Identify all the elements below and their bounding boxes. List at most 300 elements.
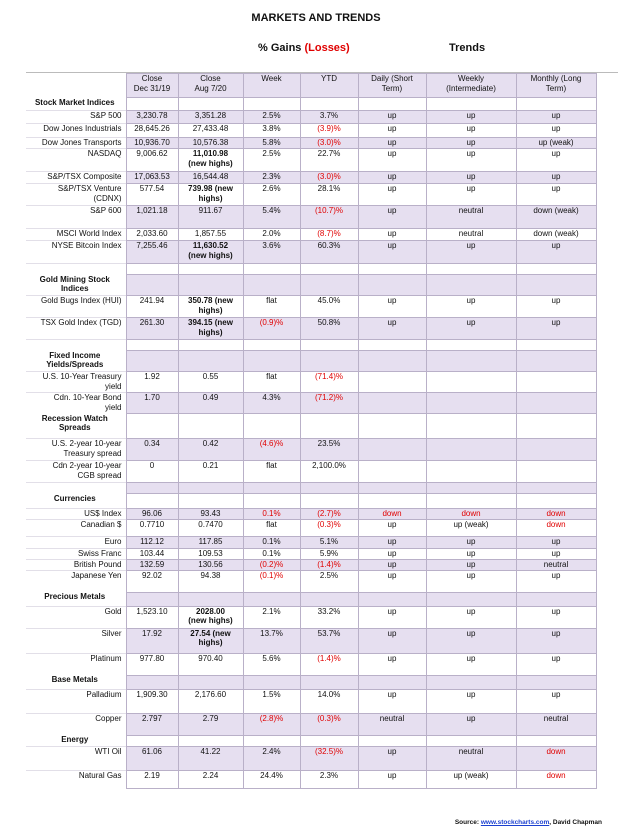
value-cell: 1.70 xyxy=(126,393,178,414)
table-row xyxy=(26,559,596,570)
table-row xyxy=(26,549,596,560)
value-cell: up xyxy=(358,149,426,172)
value-cell xyxy=(126,351,178,372)
column-header: Close Aug 7/20 xyxy=(178,74,243,98)
value-cell: 14.0% xyxy=(300,689,358,713)
value-cell xyxy=(243,351,300,372)
value-cell: up xyxy=(516,184,596,206)
table-row xyxy=(26,689,596,713)
value-cell: up xyxy=(426,559,516,570)
value-cell: 109.53 xyxy=(178,549,243,560)
value-cell: up xyxy=(426,184,516,206)
value-cell: up xyxy=(516,111,596,124)
value-cell xyxy=(426,735,516,746)
value-cell: 3.7% xyxy=(300,111,358,124)
table-row xyxy=(26,713,596,735)
row-label: Platinum xyxy=(26,653,126,675)
value-cell: (1.4)% xyxy=(300,559,358,570)
value-cell: down xyxy=(516,770,596,788)
table-row xyxy=(26,229,596,241)
value-cell: (0.3)% xyxy=(300,520,358,537)
header-blank xyxy=(26,74,126,98)
value-cell xyxy=(426,393,516,414)
value-cell xyxy=(300,414,358,439)
value-cell: 1,021.18 xyxy=(126,206,178,229)
value-cell: 23.5% xyxy=(300,439,358,461)
row-label: US$ Index xyxy=(26,509,126,520)
value-cell: (1.4)% xyxy=(300,653,358,675)
value-cell: 17.92 xyxy=(126,628,178,653)
table-row xyxy=(26,439,596,461)
row-label: Silver xyxy=(26,628,126,653)
value-cell: 3.6% xyxy=(243,241,300,264)
value-cell xyxy=(243,264,300,275)
value-cell: 45.0% xyxy=(300,296,358,318)
value-cell: up xyxy=(426,149,516,172)
table-row xyxy=(26,206,596,229)
spacer-row xyxy=(26,264,596,275)
value-cell xyxy=(426,414,516,439)
table-row xyxy=(26,138,596,149)
value-cell xyxy=(300,351,358,372)
value-cell: 33.2% xyxy=(300,606,358,628)
section-row xyxy=(26,98,596,111)
value-cell: 28.1% xyxy=(300,184,358,206)
value-cell: 9,006.62 xyxy=(126,149,178,172)
value-cell xyxy=(358,393,426,414)
value-cell xyxy=(358,735,426,746)
value-cell: up xyxy=(426,172,516,184)
value-cell: (4.6)% xyxy=(243,439,300,461)
row-label: Dow Jones Industrials xyxy=(26,124,126,138)
value-cell: up xyxy=(358,606,426,628)
section-row xyxy=(26,414,596,439)
value-cell: up xyxy=(426,689,516,713)
value-cell xyxy=(516,439,596,461)
table-row xyxy=(26,628,596,653)
column-header: YTD xyxy=(300,74,358,98)
value-cell xyxy=(126,675,178,689)
row-label: WTI Oil xyxy=(26,746,126,770)
value-cell: 2.24 xyxy=(178,770,243,788)
value-cell: neutral xyxy=(426,229,516,241)
value-cell: (3.0)% xyxy=(300,172,358,184)
value-cell: 2,033.60 xyxy=(126,229,178,241)
value-cell: 53.7% xyxy=(300,628,358,653)
value-cell xyxy=(300,675,358,689)
value-cell xyxy=(243,494,300,509)
value-cell xyxy=(426,592,516,606)
value-cell: 350.78 (new highs) xyxy=(178,296,243,318)
value-cell: 103.44 xyxy=(126,549,178,560)
value-cell: 16,544.48 xyxy=(178,172,243,184)
source-prefix: Source: xyxy=(454,819,481,826)
value-cell: 0.1% xyxy=(243,549,300,560)
value-cell: (3.9)% xyxy=(300,124,358,138)
value-cell: 94.38 xyxy=(178,570,243,592)
value-cell: 0 xyxy=(126,461,178,483)
value-cell xyxy=(426,372,516,393)
value-cell xyxy=(516,372,596,393)
value-cell: 27,433.48 xyxy=(178,124,243,138)
value-cell: down xyxy=(516,509,596,520)
value-cell: up xyxy=(358,537,426,549)
value-cell xyxy=(426,494,516,509)
section-row xyxy=(26,275,596,296)
value-cell: 5.4% xyxy=(243,206,300,229)
value-cell xyxy=(358,264,426,275)
row-label: Palladium xyxy=(26,689,126,713)
value-cell: up xyxy=(358,689,426,713)
source-note xyxy=(455,819,602,826)
table-row xyxy=(26,606,596,628)
value-cell: down xyxy=(358,509,426,520)
value-cell: up xyxy=(358,770,426,788)
table-row xyxy=(26,124,596,138)
source-link[interactable]: www.stockcharts.com xyxy=(480,819,550,826)
value-cell: (0.2)% xyxy=(243,559,300,570)
table-row xyxy=(26,372,596,393)
table-row xyxy=(26,570,596,592)
row-label: Gold xyxy=(26,606,126,628)
value-cell: (2.8)% xyxy=(243,713,300,735)
value-cell: 3,230.78 xyxy=(126,111,178,124)
value-cell: 93.43 xyxy=(178,509,243,520)
value-cell: 3,351.28 xyxy=(178,111,243,124)
column-header-row xyxy=(26,74,596,98)
value-cell: up xyxy=(426,713,516,735)
value-cell: up xyxy=(426,570,516,592)
value-cell: 0.7470 xyxy=(178,520,243,537)
value-cell xyxy=(178,675,243,689)
value-cell xyxy=(426,675,516,689)
table-row xyxy=(26,111,596,124)
value-cell: up xyxy=(516,296,596,318)
value-cell xyxy=(178,340,243,351)
value-cell: 2.3% xyxy=(300,770,358,788)
section-heading: Stock Market Indices xyxy=(34,97,115,107)
value-cell: (2.7)% xyxy=(300,509,358,520)
value-cell: up xyxy=(516,172,596,184)
value-cell: up xyxy=(516,549,596,560)
value-cell xyxy=(516,675,596,689)
value-cell: 3.8% xyxy=(243,124,300,138)
value-cell: up xyxy=(358,318,426,340)
value-cell: 2.0% xyxy=(243,229,300,241)
value-cell xyxy=(126,98,178,111)
value-cell: up xyxy=(426,549,516,560)
table-row xyxy=(26,318,596,340)
column-header: Daily (Short Term) xyxy=(358,74,426,98)
row-label: S&P/TSX Venture (CDNX) xyxy=(26,184,126,206)
row-label: Euro xyxy=(26,537,126,549)
value-cell xyxy=(126,483,178,494)
value-cell: up xyxy=(516,124,596,138)
value-cell: 2.5% xyxy=(243,149,300,172)
table-row xyxy=(26,149,596,172)
value-cell xyxy=(358,340,426,351)
value-cell: 28,645.26 xyxy=(126,124,178,138)
value-cell: 241.94 xyxy=(126,296,178,318)
column-header: Close Dec 31/19 xyxy=(126,74,178,98)
value-cell: up xyxy=(516,689,596,713)
value-cell: up (weak) xyxy=(516,138,596,149)
value-cell: (0.1)% xyxy=(243,570,300,592)
value-cell: up xyxy=(358,520,426,537)
section-heading: Precious Metals xyxy=(44,592,106,602)
row-label: TSX Gold Index (TGD) xyxy=(26,318,126,340)
value-cell xyxy=(516,494,596,509)
value-cell xyxy=(426,439,516,461)
value-cell: up xyxy=(516,606,596,628)
section-heading: Currencies xyxy=(53,493,96,503)
value-cell: 61.06 xyxy=(126,746,178,770)
value-cell xyxy=(126,264,178,275)
value-cell: (0.3)% xyxy=(300,713,358,735)
table-row xyxy=(26,770,596,788)
table-row xyxy=(26,746,596,770)
value-cell: 1,909.30 xyxy=(126,689,178,713)
value-cell: down (weak) xyxy=(516,206,596,229)
section-heading: Fixed Income Yields/Spreads xyxy=(46,350,104,370)
value-cell: up xyxy=(516,537,596,549)
value-cell xyxy=(300,483,358,494)
value-cell: up xyxy=(516,628,596,653)
table-row xyxy=(26,509,596,520)
value-cell xyxy=(426,275,516,296)
value-cell xyxy=(126,275,178,296)
value-cell xyxy=(178,483,243,494)
section-row xyxy=(26,351,596,372)
value-cell: up xyxy=(426,124,516,138)
value-cell: up xyxy=(426,537,516,549)
value-cell: 22.7% xyxy=(300,149,358,172)
value-cell: up xyxy=(516,653,596,675)
value-cell xyxy=(516,393,596,414)
value-cell: up xyxy=(516,241,596,264)
value-cell: 0.34 xyxy=(126,439,178,461)
table-row xyxy=(26,653,596,675)
value-cell xyxy=(358,275,426,296)
section-heading: Recession Watch Spreads xyxy=(41,413,108,433)
value-cell xyxy=(178,351,243,372)
value-cell: up xyxy=(426,138,516,149)
value-cell xyxy=(178,98,243,111)
value-cell: 24.4% xyxy=(243,770,300,788)
table-row xyxy=(26,184,596,206)
row-label: Japanese Yen xyxy=(26,570,126,592)
value-cell: 0.21 xyxy=(178,461,243,483)
value-cell xyxy=(426,264,516,275)
value-cell: up xyxy=(358,206,426,229)
row-label: NASDAQ xyxy=(26,149,126,172)
value-cell: 17,063.53 xyxy=(126,172,178,184)
value-cell xyxy=(243,414,300,439)
value-cell xyxy=(243,735,300,746)
value-cell: 0.1% xyxy=(243,537,300,549)
value-cell: 2.5% xyxy=(300,570,358,592)
value-cell: up xyxy=(358,559,426,570)
value-cell: 5.9% xyxy=(300,549,358,560)
value-cell xyxy=(243,340,300,351)
value-cell: 5.1% xyxy=(300,537,358,549)
value-cell xyxy=(516,351,596,372)
value-cell: flat xyxy=(243,461,300,483)
value-cell: 41.22 xyxy=(178,746,243,770)
value-cell: 2.797 xyxy=(126,713,178,735)
row-label: Natural Gas xyxy=(26,770,126,788)
row-label: S&P/TSX Composite xyxy=(26,172,126,184)
value-cell: 1.5% xyxy=(243,689,300,713)
value-cell: 394.15 (new highs) xyxy=(178,318,243,340)
value-cell: 4.3% xyxy=(243,393,300,414)
value-cell: 60.3% xyxy=(300,241,358,264)
value-cell: up xyxy=(426,628,516,653)
section-row xyxy=(26,675,596,689)
value-cell: 10,576.38 xyxy=(178,138,243,149)
value-cell: flat xyxy=(243,296,300,318)
value-cell xyxy=(516,592,596,606)
value-cell xyxy=(300,340,358,351)
value-cell: 0.1% xyxy=(243,509,300,520)
section-row xyxy=(26,735,596,746)
value-cell: 911.67 xyxy=(178,206,243,229)
row-label: Cdn. 10-Year Bond yield xyxy=(26,393,126,414)
value-cell: 2.5% xyxy=(243,111,300,124)
table-row xyxy=(26,461,596,483)
value-cell xyxy=(358,414,426,439)
value-cell xyxy=(126,340,178,351)
value-cell xyxy=(300,592,358,606)
table-row xyxy=(26,296,596,318)
value-cell: up (weak) xyxy=(426,520,516,537)
value-cell: down xyxy=(426,509,516,520)
value-cell xyxy=(178,275,243,296)
value-cell: 117.85 xyxy=(178,537,243,549)
gains-header xyxy=(258,42,350,54)
row-label: British Pound xyxy=(26,559,126,570)
value-cell: (71.2)% xyxy=(300,393,358,414)
value-cell xyxy=(516,735,596,746)
value-cell: 112.12 xyxy=(126,537,178,549)
trends-header: Trends xyxy=(449,42,486,54)
value-cell: flat xyxy=(243,372,300,393)
value-cell xyxy=(243,98,300,111)
value-cell: up xyxy=(358,241,426,264)
value-cell: 0.49 xyxy=(178,393,243,414)
section-row xyxy=(26,592,596,606)
value-cell xyxy=(126,494,178,509)
value-cell xyxy=(426,483,516,494)
value-cell xyxy=(126,592,178,606)
value-cell xyxy=(516,98,596,111)
value-cell: up xyxy=(358,229,426,241)
value-cell: up (weak) xyxy=(426,770,516,788)
table-row xyxy=(26,520,596,537)
column-header: Monthly (Long Term) xyxy=(516,74,596,98)
section-heading: Base Metals xyxy=(51,675,98,685)
spacer-row xyxy=(26,340,596,351)
value-cell: 2,100.0% xyxy=(300,461,358,483)
value-cell: 0.7710 xyxy=(126,520,178,537)
value-cell: up xyxy=(516,570,596,592)
value-cell: 92.02 xyxy=(126,570,178,592)
value-cell xyxy=(516,340,596,351)
value-cell xyxy=(516,264,596,275)
value-cell: 11,630.52 (new highs) xyxy=(178,241,243,264)
value-cell xyxy=(358,592,426,606)
value-cell xyxy=(516,461,596,483)
value-cell: 2,176.60 xyxy=(178,689,243,713)
value-cell: up xyxy=(358,111,426,124)
value-cell: 0.42 xyxy=(178,439,243,461)
value-cell xyxy=(516,483,596,494)
value-cell: 50.8% xyxy=(300,318,358,340)
value-cell xyxy=(178,592,243,606)
value-cell: (8.7)% xyxy=(300,229,358,241)
value-cell: 1,857.55 xyxy=(178,229,243,241)
value-cell xyxy=(178,735,243,746)
table-row xyxy=(26,393,596,414)
value-cell: neutral xyxy=(516,713,596,735)
value-cell: 261.30 xyxy=(126,318,178,340)
value-cell: 1.92 xyxy=(126,372,178,393)
value-cell xyxy=(243,675,300,689)
value-cell: up xyxy=(358,124,426,138)
value-cell: up xyxy=(358,138,426,149)
value-cell: (32.5)% xyxy=(300,746,358,770)
value-cell: 10,936.70 xyxy=(126,138,178,149)
value-cell xyxy=(300,264,358,275)
value-cell xyxy=(516,414,596,439)
value-cell xyxy=(300,494,358,509)
table-row xyxy=(26,241,596,264)
value-cell: (0.9)% xyxy=(243,318,300,340)
value-cell xyxy=(300,98,358,111)
row-label: S&P 500 xyxy=(26,111,126,124)
value-cell: 2.79 xyxy=(178,713,243,735)
value-cell: up xyxy=(358,653,426,675)
value-cell xyxy=(516,275,596,296)
value-cell xyxy=(358,351,426,372)
value-cell: (71.4)% xyxy=(300,372,358,393)
value-cell: 977.80 xyxy=(126,653,178,675)
value-cell xyxy=(126,414,178,439)
row-label: U.S. 10-Year Treasury yield xyxy=(26,372,126,393)
value-cell: 5.8% xyxy=(243,138,300,149)
value-cell: 5.6% xyxy=(243,653,300,675)
value-cell xyxy=(243,275,300,296)
value-cell xyxy=(178,414,243,439)
value-cell: 13.7% xyxy=(243,628,300,653)
value-cell: 27.54 (new highs) xyxy=(178,628,243,653)
value-cell: neutral xyxy=(516,559,596,570)
row-label: Dow Jones Transports xyxy=(26,138,126,149)
value-cell xyxy=(358,439,426,461)
column-header: Week xyxy=(243,74,300,98)
row-label: Canadian $ xyxy=(26,520,126,537)
value-cell: up xyxy=(426,606,516,628)
section-heading: Gold Mining Stock Indices xyxy=(39,274,110,294)
value-cell: 96.06 xyxy=(126,509,178,520)
value-cell xyxy=(300,275,358,296)
losses-label: (Losses) xyxy=(304,42,350,54)
value-cell: up xyxy=(358,570,426,592)
value-cell: 1,523.10 xyxy=(126,606,178,628)
value-cell: neutral xyxy=(426,746,516,770)
spacer-row xyxy=(26,483,596,494)
column-header: Weekly (Intermediate) xyxy=(426,74,516,98)
